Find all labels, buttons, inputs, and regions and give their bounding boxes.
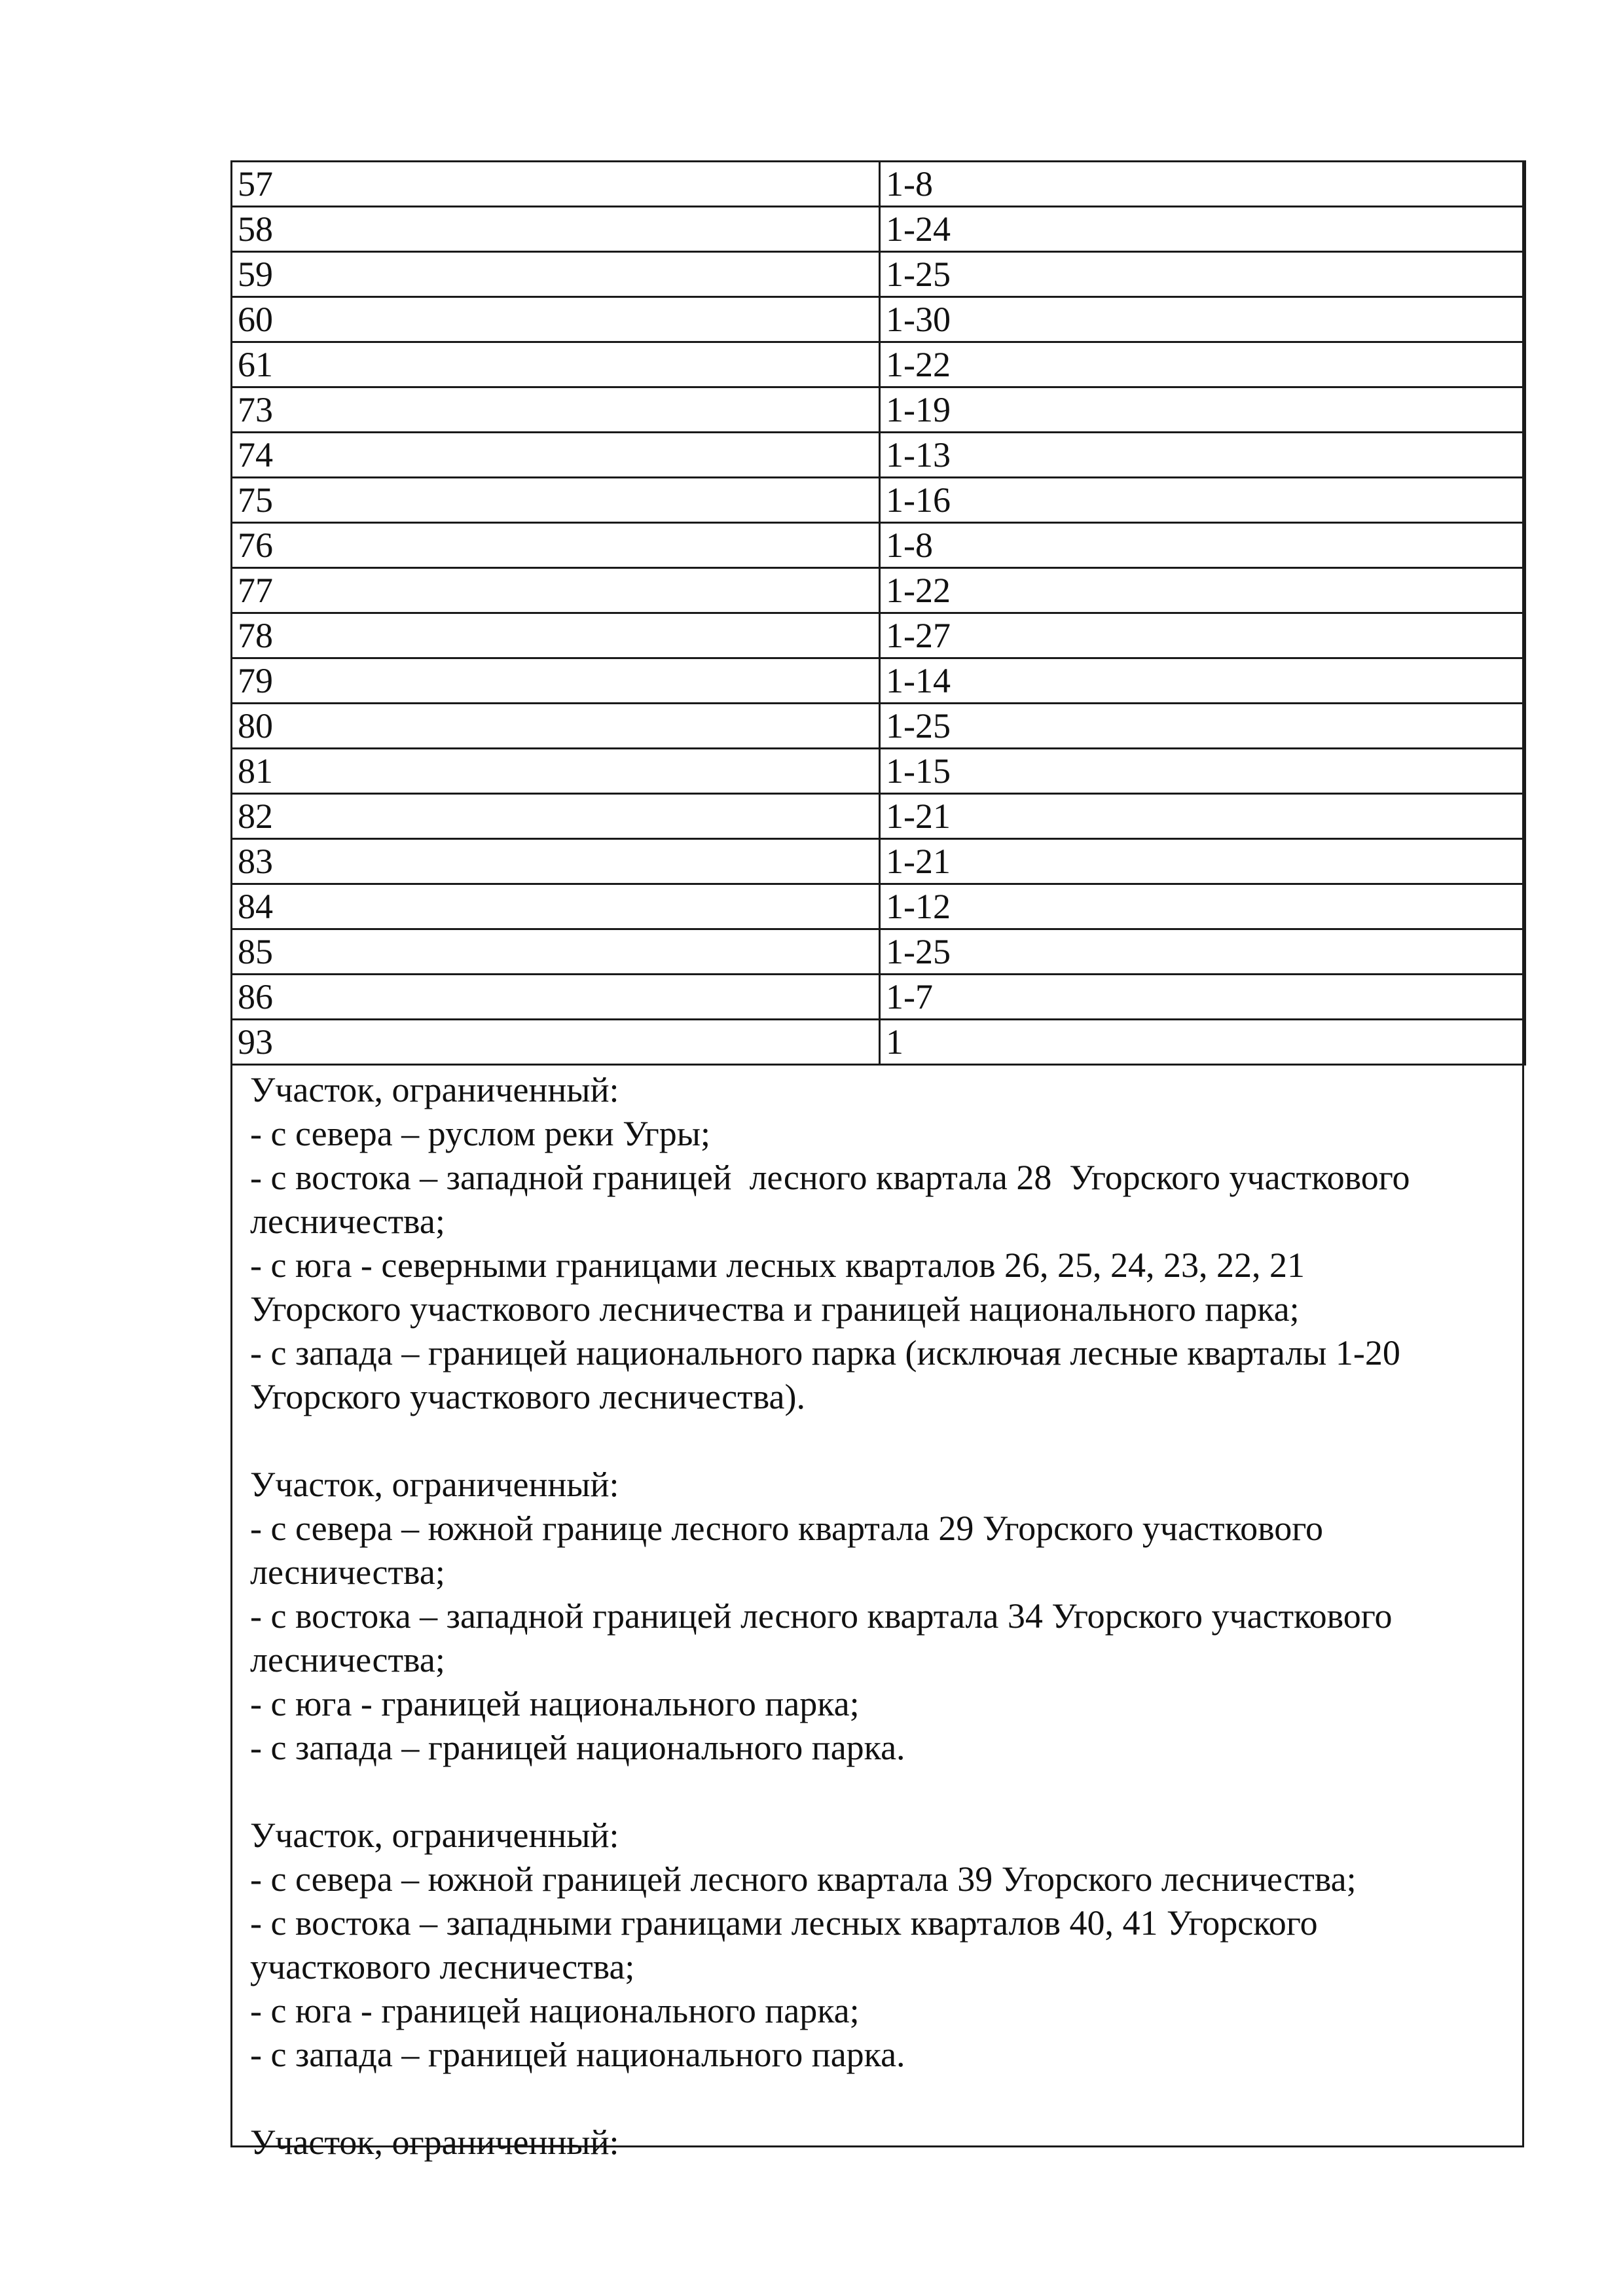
table-row bbox=[232, 704, 1525, 749]
quarter-number-cell: 86 bbox=[232, 975, 880, 1020]
quarter-number-cell: 59 bbox=[232, 252, 880, 297]
boundary-line: - с запада – границей национального парка (исключая лесные кварталы 1-20 bbox=[250, 1333, 1400, 1372]
table-row bbox=[232, 568, 1525, 613]
quarter-number-cell: 93 bbox=[232, 1020, 880, 1065]
quarter-number-cell: 83 bbox=[232, 839, 880, 884]
boundary-line: лесничества; bbox=[250, 1640, 445, 1679]
plot-range-cell: 1-22 bbox=[880, 568, 1525, 613]
table-row bbox=[232, 975, 1525, 1020]
table-row bbox=[232, 613, 1525, 658]
boundary-descriptions bbox=[250, 1068, 1501, 2164]
boundary-line: - с юга - границей национального парка; bbox=[250, 1991, 860, 2030]
quarter-number-cell: 58 bbox=[232, 207, 880, 252]
boundary-line: - с запада – границей национального парка. bbox=[250, 1728, 905, 1767]
quarter-number-cell: 80 bbox=[232, 704, 880, 749]
table-row bbox=[232, 749, 1525, 794]
plot-range-cell: 1-25 bbox=[880, 704, 1525, 749]
quarter-number-cell: 73 bbox=[232, 387, 880, 433]
plot-range-cell: 1 bbox=[880, 1020, 1525, 1065]
boundary-line: - с востока – западными границами лесных кварталов 40, 41 Угорского bbox=[250, 1903, 1318, 1943]
table-row bbox=[232, 839, 1525, 884]
boundary-line: лесничества; bbox=[250, 1552, 445, 1592]
boundary-line: Угорского участкового лесничества и границей национального парка; bbox=[250, 1289, 1300, 1329]
section-heading: Участок, ограниченный: bbox=[250, 2123, 619, 2162]
boundary-line: - с юга - северными границами лесных кварталов 26, 25, 24, 23, 22, 21 bbox=[250, 1246, 1305, 1285]
plot-range-cell: 1-25 bbox=[880, 929, 1525, 975]
plot-range-cell: 1-21 bbox=[880, 839, 1525, 884]
quarter-number-cell: 77 bbox=[232, 568, 880, 613]
table-row bbox=[232, 342, 1525, 387]
quarter-number-cell: 82 bbox=[232, 794, 880, 839]
quarter-number-cell: 78 bbox=[232, 613, 880, 658]
quarter-number-cell: 76 bbox=[232, 523, 880, 568]
plot-range-cell: 1-30 bbox=[880, 297, 1525, 342]
boundary-line: участкового лесничества; bbox=[250, 1947, 635, 1986]
table-row bbox=[232, 794, 1525, 839]
boundary-line: - с востока – западной границей лесного квартала 34 Угорского участкового bbox=[250, 1596, 1393, 1636]
section-heading: Участок, ограниченный: bbox=[250, 1070, 619, 1109]
quarter-number-cell: 74 bbox=[232, 433, 880, 478]
table-row bbox=[232, 478, 1525, 523]
quarter-number-cell: 79 bbox=[232, 658, 880, 704]
table-row bbox=[232, 252, 1525, 297]
table-row bbox=[232, 207, 1525, 252]
quarter-number-cell: 60 bbox=[232, 297, 880, 342]
quarter-number-cell: 75 bbox=[232, 478, 880, 523]
table-row bbox=[232, 162, 1525, 207]
table-row bbox=[232, 433, 1525, 478]
quarter-number-cell: 85 bbox=[232, 929, 880, 975]
boundary-line: - с севера – южной границей лесного квартала 39 Угорского лесничества; bbox=[250, 1859, 1357, 1899]
boundary-line: - с севера – южной границе лесного квартала 29 Угорского участкового bbox=[250, 1509, 1324, 1548]
table-row bbox=[232, 297, 1525, 342]
table-row bbox=[232, 884, 1525, 929]
plot-range-cell: 1-24 bbox=[880, 207, 1525, 252]
plot-section-3 bbox=[250, 1814, 1501, 2077]
quarter-number-cell: 61 bbox=[232, 342, 880, 387]
section-heading: Участок, ограниченный: bbox=[250, 1816, 619, 1855]
table-row bbox=[232, 387, 1525, 433]
boundary-line: лесничества; bbox=[250, 1202, 445, 1241]
plot-section-1 bbox=[250, 1068, 1501, 1419]
plot-range-cell: 1-14 bbox=[880, 658, 1525, 704]
plot-range-cell: 1-25 bbox=[880, 252, 1525, 297]
table-row bbox=[232, 523, 1525, 568]
plot-range-cell: 1-7 bbox=[880, 975, 1525, 1020]
plot-range-cell: 1-8 bbox=[880, 162, 1525, 207]
forest-quarters-table bbox=[230, 160, 1526, 1066]
quarter-number-cell: 57 bbox=[232, 162, 880, 207]
table-row bbox=[232, 658, 1525, 704]
plot-range-cell: 1-12 bbox=[880, 884, 1525, 929]
plot-range-cell: 1-19 bbox=[880, 387, 1525, 433]
table-row bbox=[232, 1020, 1525, 1065]
plot-range-cell: 1-22 bbox=[880, 342, 1525, 387]
section-heading: Участок, ограниченный: bbox=[250, 1465, 619, 1504]
plot-range-cell: 1-27 bbox=[880, 613, 1525, 658]
boundary-line: - с запада – границей национального парка. bbox=[250, 2035, 905, 2074]
quarter-number-cell: 81 bbox=[232, 749, 880, 794]
quarter-number-cell: 84 bbox=[232, 884, 880, 929]
plot-range-cell: 1-15 bbox=[880, 749, 1525, 794]
plot-section-4 bbox=[250, 2121, 1501, 2164]
boundary-line: - с востока – западной границей лесного квартала 28 Угорского участкового bbox=[250, 1158, 1410, 1197]
table-row bbox=[232, 929, 1525, 975]
plot-range-cell: 1-16 bbox=[880, 478, 1525, 523]
plot-range-cell: 1-8 bbox=[880, 523, 1525, 568]
plot-section-2 bbox=[250, 1463, 1501, 1770]
boundary-line: - с юга - границей национального парка; bbox=[250, 1684, 860, 1723]
table-body bbox=[232, 162, 1525, 1065]
plot-range-cell: 1-21 bbox=[880, 794, 1525, 839]
boundary-line: - с севера – руслом реки Угры; bbox=[250, 1114, 711, 1153]
plot-range-cell: 1-13 bbox=[880, 433, 1525, 478]
boundary-line: Угорского участкового лесничества). bbox=[250, 1377, 805, 1416]
